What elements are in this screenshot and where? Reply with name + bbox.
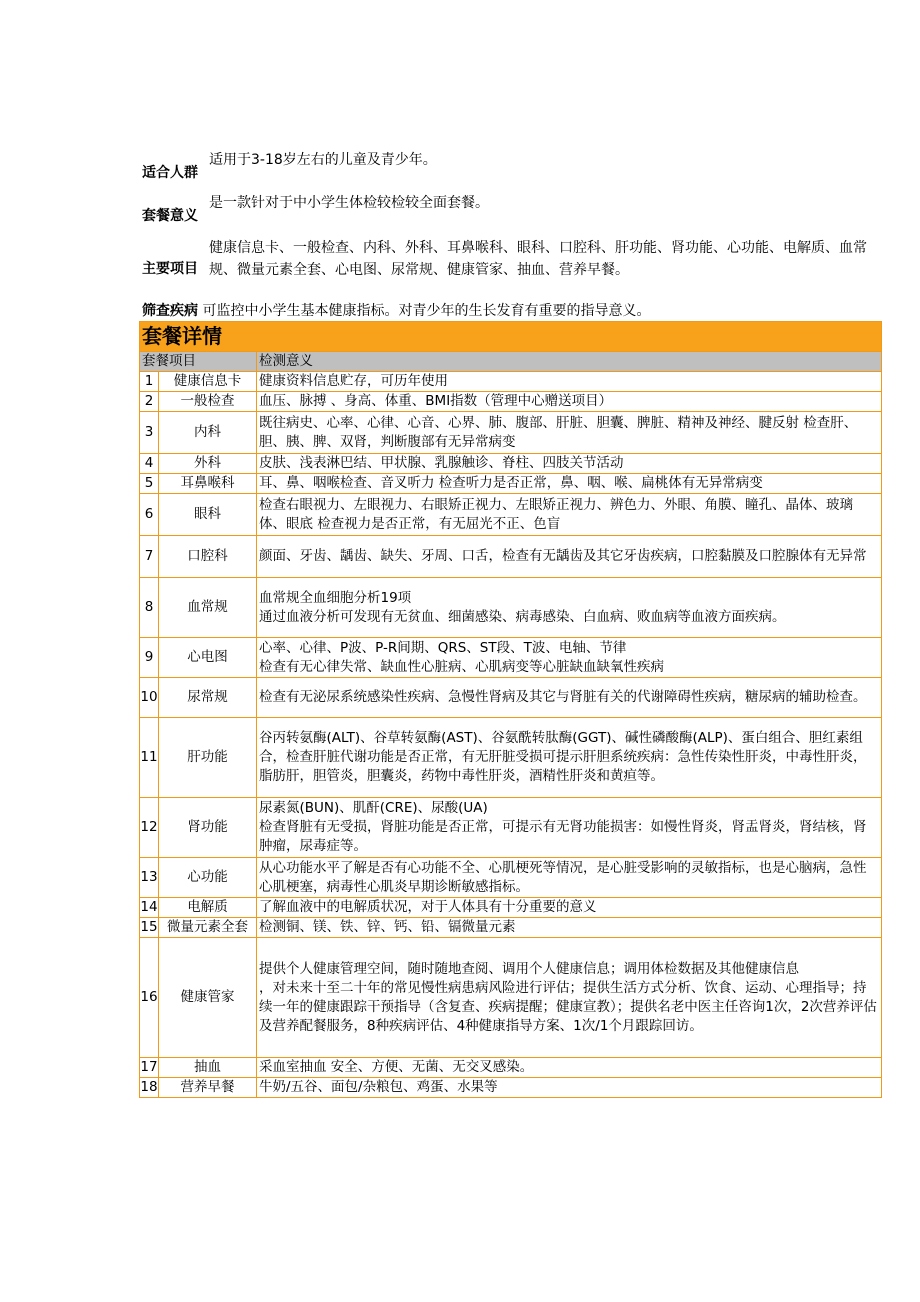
items-value: 健康信息卡、一般检查、内科、外科、耳鼻喉科、眼科、口腔科、肝功能、肾功能、心功能、电解质、血常规、微量元素全套、心电图、尿常规、健康管家、抽血、营养早餐。 [209,240,867,278]
table-row [140,578,882,638]
row-item-desc: 检查有无泌尿系统感染性疾病、急慢性肾病及其它与肾脏有关的代谢障碍性疾病，糖尿病的辅助检查。 [257,678,882,718]
disease-label: 筛查疾病 [142,303,198,319]
row-number: 6 [140,494,159,536]
row-item-name: 营养早餐 [159,1078,257,1098]
table-row [140,638,882,678]
table-row [140,474,882,494]
row-item-desc: 尿素氮(BUN)、肌酐(CRE)、尿酸(UA) 检查肾脏有无受损，肾脏功能是否正常，可提示有无肾功能损害：如慢性肾炎，肾盂肾炎，肾结核，肾肿瘤，尿毒症等。 [257,798,882,858]
row-item-name: 健康管家 [159,938,257,1058]
row-number: 13 [140,858,159,898]
row-item-desc: 牛奶/五谷、面包/杂粮包、鸡蛋、水果等 [257,1078,882,1098]
package-table [139,321,882,1098]
table-row [140,798,882,858]
row-number: 10 [140,678,159,718]
row-number: 17 [140,1058,159,1078]
table-row [140,678,882,718]
row-number: 5 [140,474,159,494]
row-number: 4 [140,454,159,474]
table-row [140,1058,882,1078]
col-meaning-header: 检测意义 [257,352,882,372]
table-row [140,494,882,536]
row-item-name: 眼科 [159,494,257,536]
row-number: 8 [140,578,159,638]
row-number: 12 [140,798,159,858]
table-title: 套餐详情 [140,322,882,352]
table-row [140,1078,882,1098]
row-item-name: 外科 [159,454,257,474]
row-item-name: 微量元素全套 [159,918,257,938]
row-number: 1 [140,372,159,392]
row-item-desc: 血常规全血细胞分析19项 通过血液分析可发现有无贫血、细菌感染、病毒感染、白血病、败血病等血液方面疾病。 [257,578,882,638]
row-item-name: 肾功能 [159,798,257,858]
table-row [140,918,882,938]
row-item-name: 尿常规 [159,678,257,718]
row-item-name: 抽血 [159,1058,257,1078]
table-row [140,858,882,898]
table-row [140,536,882,578]
row-item-desc: 健康资料信息贮存，可历年使用 [257,372,882,392]
row-item-name: 口腔科 [159,536,257,578]
table-header-row [140,352,882,372]
table-row [140,898,882,918]
row-number: 11 [140,718,159,798]
row-item-desc: 颜面、牙齿、龋齿、缺失、牙周、口舌，检查有无龋齿及其它牙齿疾病，口腔黏膜及口腔腺体有无异常 [257,536,882,578]
row-number: 14 [140,898,159,918]
row-item-desc: 采血室抽血 安全、方便、无菌、无交叉感染。 [257,1058,882,1078]
row-number: 9 [140,638,159,678]
crowd-label: 适合人群 [142,165,198,181]
table-row [140,938,882,1058]
disease-value: 可监控中小学生基本健康指标。对青少年的生长发育有重要的指导意义。 [202,303,651,319]
crowd-value: 适用于3-18岁左右的儿童及青少年。 [209,152,437,168]
row-number: 3 [140,412,159,454]
row-item-name: 血常规 [159,578,257,638]
row-item-desc: 提供个人健康管理空间，随时随地查阅、调用个人健康信息；调用体检数据及其他健康信息 ，对未来十至二十年的常见慢性病患病风险进行评估；提供生活方式分析、饮食、运动、心理指导；持续一年的健康跟踪干预指导（含复查、疾病提醒；健康宣教）；提供名老中医主任咨询1次，2次营养评估及营养配餐服务，8种疾病评估、4种健康指导方案、1次/1个月跟踪回访。 [257,938,882,1058]
row-item-desc: 皮肤、浅表淋巴结、甲状腺、乳腺触诊、脊柱、四肢关节活动 [257,454,882,474]
col-item-header: 套餐项目 [140,352,257,372]
row-item-name: 耳鼻喉科 [159,474,257,494]
row-item-desc: 心率、心律、P波、P-R间期、QRS、ST段、T波、电轴、节律 检查有无心律失常、缺血性心脏病、心肌病变等心脏缺血缺氧性疾病 [257,638,882,678]
row-item-name: 内科 [159,412,257,454]
row-item-desc: 检查右眼视力、左眼视力、右眼矫正视力、左眼矫正视力、辨色力、外眼、角膜、瞳孔、晶体、玻璃体、眼底 检查视力是否正常，有无屈光不正、色盲 [257,494,882,536]
row-item-desc: 从心功能水平了解是否有心功能不全、心肌梗死等情况，是心脏受影响的灵敏指标，也是心脑病，急性心肌梗塞，病毒性心肌炎早期诊断敏感指标。 [257,858,882,898]
row-item-name: 健康信息卡 [159,372,257,392]
row-item-desc: 谷丙转氨酶(ALT)、谷草转氨酶(AST)、谷氨酰转肽酶(GGT)、碱性磷酸酶(ALP)、蛋白组合、胆红素组合，检查肝脏代谢功能是否正常，有无肝脏受损可提示肝胆系统疾病：急性传染性肝炎，中毒性肝炎，脂肪肝，胆管炎，胆囊炎，药物中毒性肝炎，酒精性肝炎和黄疸等。 [257,718,882,798]
row-item-desc: 血压、脉搏 、身高、体重、BMI指数（管理中心赠送项目） [257,392,882,412]
meaning-value: 是一款针对于中小学生体检较检较全面套餐。 [209,195,489,211]
table-row [140,372,882,392]
items-label: 主要项目 [142,261,198,277]
row-number: 7 [140,536,159,578]
row-number: 15 [140,918,159,938]
row-item-desc: 既往病史、心率、心律、心音、心界、肺、腹部、肝脏、胆囊、脾脏、精神及神经、腱反射 检查肝、胆、胰、脾、双肾，判断腹部有无异常病变 [257,412,882,454]
row-item-name: 电解质 [159,898,257,918]
table-title-row [140,322,882,352]
table-body [140,372,882,1098]
row-number: 18 [140,1078,159,1098]
intro-disease [142,301,882,322]
row-item-name: 心电图 [159,638,257,678]
meaning-label: 套餐意义 [142,208,198,224]
row-item-desc: 耳、鼻、咽喉检查、音叉听力 检查听力是否正常，鼻、咽、喉、扁桃体有无异常病变 [257,474,882,494]
row-item-desc: 检测铜、镁、铁、锌、钙、铅、镉微量元素 [257,918,882,938]
table-row [140,454,882,474]
row-item-desc: 了解血液中的电解质状况，对于人体具有十分重要的意义 [257,898,882,918]
table-row [140,392,882,412]
row-number: 2 [140,392,159,412]
row-item-name: 心功能 [159,858,257,898]
row-item-name: 一般检查 [159,392,257,412]
table-row [140,718,882,798]
table-row [140,412,882,454]
row-item-name: 肝功能 [159,718,257,798]
row-number: 16 [140,938,159,1058]
